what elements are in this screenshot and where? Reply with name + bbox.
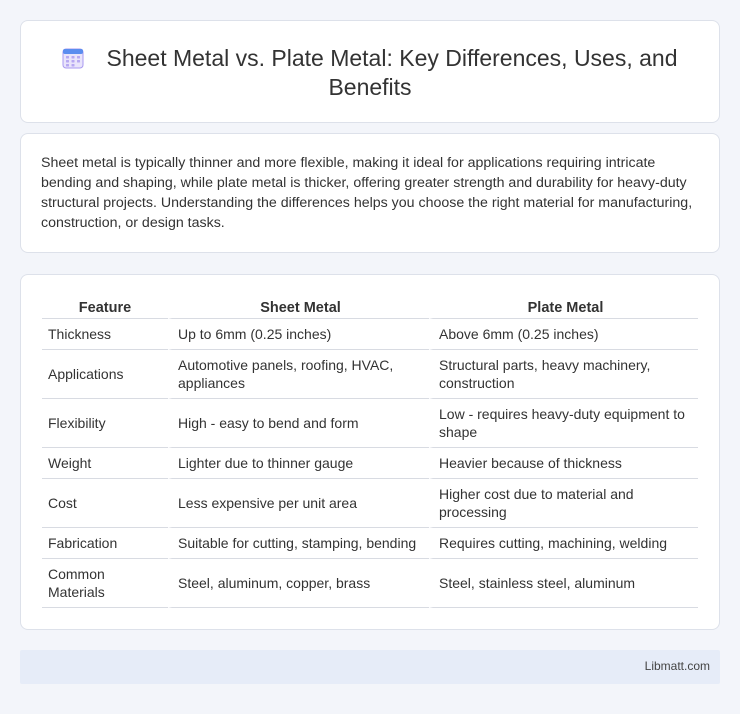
page-title-wrap [21,44,719,102]
sheet-metal-cell: High - easy to bend and form [168,399,429,448]
feature-cell: Flexibility [42,399,168,448]
sheet-metal-cell: Up to 6mm (0.25 inches) [168,319,429,350]
table-row [42,350,698,399]
header-sheet-metal: Sheet Metal [168,295,429,319]
calendar-icon [62,47,84,69]
page-title: Sheet Metal vs. Plate Metal: Key Differences, Uses, and Benefits [106,45,678,100]
intro-card [20,133,720,253]
footer-bar [20,650,720,684]
table-row [42,399,698,448]
footer-brand-link[interactable]: Libmatt.com [644,659,710,673]
sheet-metal-cell: Automotive panels, roofing, HVAC, appliances [168,350,429,399]
table-row [42,479,698,528]
comparison-table-card [20,274,720,630]
plate-metal-cell: Requires cutting, machining, welding [429,528,698,559]
feature-cell: Weight [42,448,168,479]
plate-metal-cell: Above 6mm (0.25 inches) [429,319,698,350]
table-row [42,559,698,608]
sheet-metal-cell: Suitable for cutting, stamping, bending [168,528,429,559]
feature-cell: Fabrication [42,528,168,559]
intro-paragraph: Sheet metal is typically thinner and more flexible, making it ideal for applications requiring intricate bending and shaping, while plate metal is thicker, offering greater strength and durability for heavy-duty structural projects. Understanding the differences helps you choose the right material for manufacturing, construction, or design tasks. [41,155,693,231]
plate-metal-cell: Steel, stainless steel, aluminum [429,559,698,608]
feature-cell: Applications [42,350,168,399]
plate-metal-cell: Structural parts, heavy machinery, construction [429,350,698,399]
sheet-metal-cell: Less expensive per unit area [168,479,429,528]
sheet-metal-cell: Steel, aluminum, copper, brass [168,559,429,608]
feature-cell: Cost [42,479,168,528]
sheet-metal-cell: Lighter due to thinner gauge [168,448,429,479]
header-plate-metal: Plate Metal [429,295,698,319]
plate-metal-cell: Low - requires heavy-duty equipment to shape [429,399,698,448]
feature-cell: Common Materials [42,559,168,608]
feature-cell: Thickness [42,319,168,350]
table-row [42,319,698,350]
table-header-row [42,295,698,319]
table-row [42,448,698,479]
comparison-table [42,295,698,608]
plate-metal-cell: Higher cost due to material and processing [429,479,698,528]
title-card [20,20,720,123]
plate-metal-cell: Heavier because of thickness [429,448,698,479]
header-feature: Feature [42,295,168,319]
table-row [42,528,698,559]
